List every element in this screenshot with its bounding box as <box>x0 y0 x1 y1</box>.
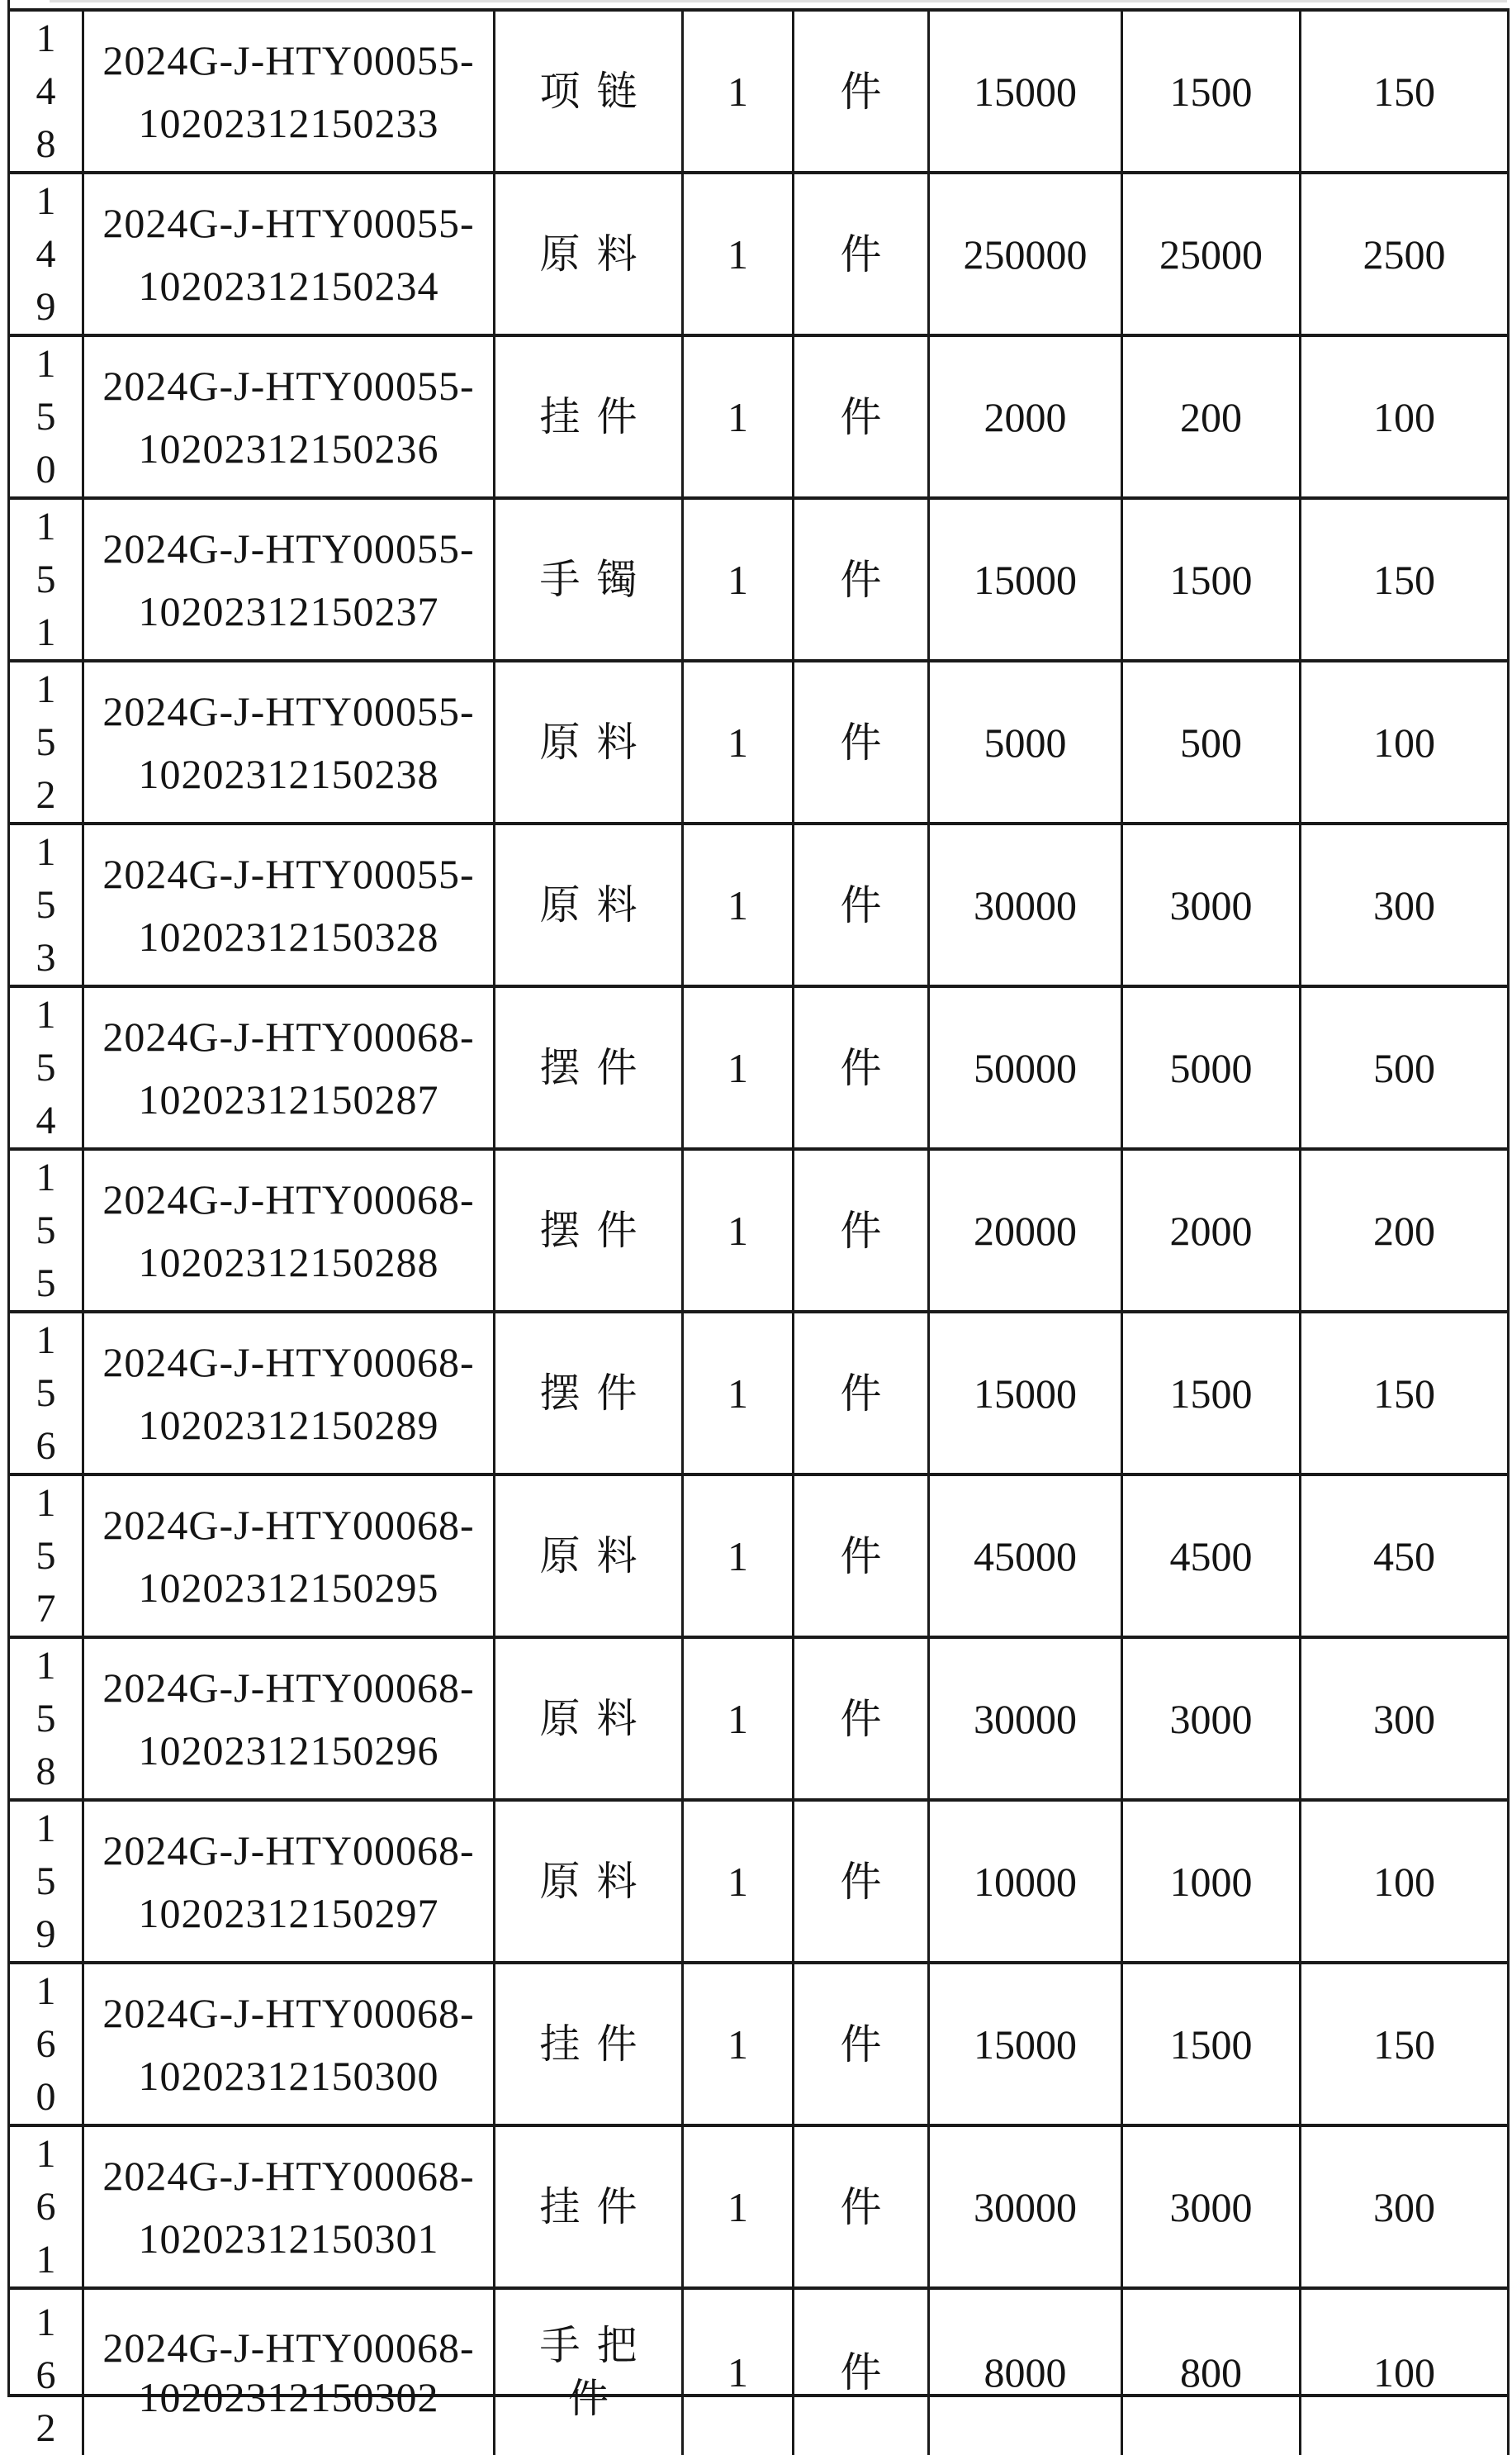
cell-no <box>10 2290 84 2455</box>
cell-quantity: 1 <box>684 1313 794 1473</box>
asset-code-line: 2024G-J-HTY00055- <box>102 362 475 409</box>
cell-quantity: 1 <box>684 1476 794 1636</box>
cell-code <box>84 662 495 822</box>
cell-amount1: 45000 <box>930 1476 1123 1636</box>
table-row <box>10 500 1510 662</box>
cell-category: 项链 <box>495 12 684 171</box>
cell-no <box>10 1151 84 1310</box>
cell-no <box>10 337 84 496</box>
cell-quantity: 1 <box>684 337 794 496</box>
asset-code-line: 10202312150301 <box>138 2215 439 2262</box>
row-number-digit: 1 <box>36 667 56 711</box>
cell-category: 原料 <box>495 1476 684 1636</box>
row-number-digit: 5 <box>36 1533 56 1578</box>
row-number-digit: 5 <box>36 1370 56 1415</box>
cell-category: 挂件 <box>495 1964 684 2124</box>
cell-amount3: 100 <box>1301 662 1510 822</box>
row-number-digit: 1 <box>36 341 56 386</box>
cell-amount3: 300 <box>1301 2127 1510 2286</box>
cell-unit: 件 <box>794 1802 930 1961</box>
row-number-digit: 1 <box>36 1643 56 1688</box>
asset-code-line: 10202312150288 <box>138 1238 439 1285</box>
cell-amount2: 2000 <box>1123 1151 1301 1310</box>
row-number-digit: 1 <box>36 2131 56 2176</box>
cell-quantity: 1 <box>684 1964 794 2124</box>
cell-quantity: 1 <box>684 988 794 1147</box>
asset-code-line: 10202312150300 <box>138 2052 439 2099</box>
asset-code-line: 2024G-J-HTY00055- <box>102 687 475 734</box>
asset-code-line: 2024G-J-HTY00055- <box>102 850 475 897</box>
cell-quantity: 1 <box>684 825 794 985</box>
cell-amount1: 8000 <box>930 2290 1123 2455</box>
asset-code-line: 2024G-J-HTY00068- <box>102 2152 475 2199</box>
cell-unit: 件 <box>794 1313 930 1473</box>
asset-code-line: 10202312150237 <box>138 587 439 634</box>
cell-code <box>84 1802 495 1961</box>
row-number-digit: 2 <box>36 772 56 817</box>
row-number-digit: 5 <box>36 394 56 439</box>
cell-amount1: 15000 <box>930 12 1123 171</box>
cell-code <box>84 825 495 985</box>
row-number-digit: 1 <box>36 1480 56 1525</box>
cell-amount2: 1500 <box>1123 500 1301 659</box>
cell-amount1: 20000 <box>930 1151 1123 1310</box>
row-number-digit: 4 <box>36 1098 56 1142</box>
cell-amount2: 3000 <box>1123 1639 1301 1798</box>
row-number-digit: 5 <box>36 1859 56 1903</box>
row-number-digit: 4 <box>36 69 56 113</box>
asset-code-line: 2024G-J-HTY00055- <box>102 199 475 246</box>
table-row <box>10 1639 1510 1802</box>
row-number-digit: 9 <box>36 284 56 329</box>
row-number-digit: 5 <box>36 1208 56 1252</box>
asset-code-line: 10202312150238 <box>138 750 439 797</box>
row-number-digit: 7 <box>36 1586 56 1631</box>
cell-no <box>10 1802 84 1961</box>
cell-amount1: 30000 <box>930 1639 1123 1798</box>
asset-code-line: 2024G-J-HTY00068- <box>102 1013 475 1060</box>
cell-no <box>10 2127 84 2286</box>
table-row <box>10 988 1510 1151</box>
table-row <box>10 825 1510 988</box>
row-number-digit: 0 <box>36 2074 56 2119</box>
row-number-digit: 4 <box>36 231 56 276</box>
cell-amount3: 100 <box>1301 337 1510 496</box>
row-number-digit: 1 <box>36 178 56 223</box>
cell-category: 摆件 <box>495 988 684 1147</box>
row-number-digit: 5 <box>36 719 56 764</box>
cell-category: 原料 <box>495 662 684 822</box>
cell-quantity: 1 <box>684 12 794 171</box>
asset-code-line: 10202312150302 <box>138 2374 439 2420</box>
row-number-digit: 3 <box>36 935 56 980</box>
cell-amount3: 2500 <box>1301 174 1510 334</box>
cell-amount2: 1500 <box>1123 12 1301 171</box>
row-number-digit: 5 <box>36 882 56 927</box>
cell-quantity: 1 <box>684 174 794 334</box>
row-number-digit: 5 <box>36 557 56 601</box>
cell-amount2: 1000 <box>1123 1802 1301 1961</box>
cell-category: 挂件 <box>495 337 684 496</box>
cell-no <box>10 1313 84 1473</box>
cell-amount1: 15000 <box>930 1313 1123 1473</box>
row-number-digit: 5 <box>36 1261 56 1305</box>
cell-no <box>10 988 84 1147</box>
row-number-digit: 1 <box>36 610 56 654</box>
cell-amount3: 450 <box>1301 1476 1510 1636</box>
row-number-digit: 8 <box>36 1749 56 1793</box>
cell-category: 原料 <box>495 1802 684 1961</box>
asset-code-line: 2024G-J-HTY00068- <box>102 1338 475 1385</box>
row-number-digit: 2 <box>36 2406 56 2450</box>
cell-amount2: 800 <box>1123 2290 1301 2455</box>
cell-unit: 件 <box>794 174 930 334</box>
row-number-digit: 8 <box>36 121 56 166</box>
cell-no <box>10 174 84 334</box>
cell-category: 挂件 <box>495 2127 684 2286</box>
row-number-digit: 1 <box>36 829 56 874</box>
cell-amount1: 10000 <box>930 1802 1123 1961</box>
cell-category: 原料 <box>495 825 684 985</box>
previous-row-edge <box>50 0 1507 2</box>
cell-amount3: 200 <box>1301 1151 1510 1310</box>
cell-code <box>84 1151 495 1310</box>
asset-code-line: 10202312150328 <box>138 913 439 960</box>
cell-code <box>84 1313 495 1473</box>
cell-amount1: 15000 <box>930 500 1123 659</box>
cell-quantity: 1 <box>684 2290 794 2455</box>
cell-amount2: 4500 <box>1123 1476 1301 1636</box>
table-left-border-remnant <box>7 0 10 8</box>
asset-code-line: 10202312150296 <box>138 1726 439 1774</box>
asset-code-line: 2024G-J-HTY00068- <box>102 1664 475 1711</box>
cell-quantity: 1 <box>684 662 794 822</box>
row-number-digit: 0 <box>36 447 56 491</box>
cell-code <box>84 174 495 334</box>
table-row <box>10 662 1510 825</box>
row-number-digit: 6 <box>36 2353 56 2397</box>
table-row <box>10 1151 1510 1313</box>
cell-unit: 件 <box>794 825 930 985</box>
row-number-digit: 1 <box>36 16 56 60</box>
cell-category: 原料 <box>495 1639 684 1798</box>
inventory-table <box>7 8 1510 2450</box>
cell-amount1: 5000 <box>930 662 1123 822</box>
cell-amount3: 100 <box>1301 1802 1510 1961</box>
cell-no <box>10 1964 84 2124</box>
table-row <box>10 174 1510 337</box>
cell-code <box>84 1639 495 1798</box>
table-row <box>10 1313 1510 1476</box>
asset-code-line: 2024G-J-HTY00068- <box>102 1501 475 1548</box>
cell-category: 摆件 <box>495 1151 684 1310</box>
cell-code <box>84 2290 495 2455</box>
cell-amount3: 150 <box>1301 1964 1510 2124</box>
asset-code-line: 10202312150289 <box>138 1401 439 1448</box>
asset-code-line: 10202312150234 <box>138 262 439 309</box>
table-row <box>10 12 1510 174</box>
cell-amount1: 2000 <box>930 337 1123 496</box>
cell-amount3: 150 <box>1301 12 1510 171</box>
row-number-digit: 6 <box>36 2184 56 2229</box>
table-row <box>10 2127 1510 2290</box>
cell-amount2: 25000 <box>1123 174 1301 334</box>
cell-quantity: 1 <box>684 1151 794 1310</box>
cell-amount2: 200 <box>1123 337 1301 496</box>
row-number-digit: 5 <box>36 1696 56 1740</box>
row-number-digit: 1 <box>36 2301 56 2344</box>
cell-no <box>10 662 84 822</box>
row-number-digit: 1 <box>36 1318 56 1362</box>
cell-category: 手把件 <box>495 2290 684 2455</box>
asset-code-line: 10202312150295 <box>138 1564 439 1611</box>
asset-code-line: 2024G-J-HTY00068- <box>102 1826 475 1873</box>
table-row <box>10 1476 1510 1639</box>
cell-amount3: 150 <box>1301 500 1510 659</box>
row-number-digit: 9 <box>36 1911 56 1956</box>
row-number-digit: 1 <box>36 1968 56 2013</box>
cell-code <box>84 1964 495 2124</box>
cell-code <box>84 1476 495 1636</box>
row-number-digit: 1 <box>36 1155 56 1199</box>
cell-amount1: 30000 <box>930 2127 1123 2286</box>
asset-code-line: 2024G-J-HTY00055- <box>102 525 475 572</box>
table-row <box>10 337 1510 500</box>
cell-code <box>84 337 495 496</box>
cell-amount3: 150 <box>1301 1313 1510 1473</box>
cell-code <box>84 12 495 171</box>
cell-amount3: 100 <box>1301 2290 1510 2455</box>
cell-unit: 件 <box>794 12 930 171</box>
cell-amount2: 1500 <box>1123 1964 1301 2124</box>
cell-amount2: 5000 <box>1123 988 1301 1147</box>
cell-unit: 件 <box>794 1476 930 1636</box>
cell-unit: 件 <box>794 1639 930 1798</box>
table-row <box>10 1964 1510 2127</box>
row-number-digit: 1 <box>36 1806 56 1850</box>
asset-code-line: 10202312150287 <box>138 1076 439 1123</box>
cell-amount1: 50000 <box>930 988 1123 1147</box>
asset-code-line: 2024G-J-HTY00068- <box>102 2324 475 2371</box>
row-number-digit: 1 <box>36 504 56 548</box>
cell-amount3: 300 <box>1301 1639 1510 1798</box>
cell-unit: 件 <box>794 2127 930 2286</box>
row-number-digit: 1 <box>36 2237 56 2282</box>
cell-unit: 件 <box>794 2290 930 2455</box>
row-number-digit: 6 <box>36 2021 56 2066</box>
asset-code-line: 2024G-J-HTY00055- <box>102 36 475 83</box>
cell-amount2: 1500 <box>1123 1313 1301 1473</box>
asset-code-line: 10202312150297 <box>138 1889 439 1936</box>
cell-no <box>10 12 84 171</box>
cell-amount1: 15000 <box>930 1964 1123 2124</box>
table-row <box>10 1802 1510 1964</box>
cell-unit: 件 <box>794 1151 930 1310</box>
cell-unit: 件 <box>794 500 930 659</box>
cell-unit: 件 <box>794 337 930 496</box>
cell-code <box>84 988 495 1147</box>
cell-amount1: 30000 <box>930 825 1123 985</box>
cell-no <box>10 1639 84 1798</box>
row-number-digit: 6 <box>36 1423 56 1468</box>
cell-unit: 件 <box>794 662 930 822</box>
cell-amount3: 500 <box>1301 988 1510 1147</box>
cell-amount1: 250000 <box>930 174 1123 334</box>
cell-unit: 件 <box>794 988 930 1147</box>
cell-no <box>10 500 84 659</box>
cell-amount2: 500 <box>1123 662 1301 822</box>
cell-amount3: 300 <box>1301 825 1510 985</box>
cell-category: 手镯 <box>495 500 684 659</box>
cell-code <box>84 500 495 659</box>
row-number-digit: 1 <box>36 992 56 1037</box>
asset-code-line: 2024G-J-HTY00068- <box>102 1175 475 1223</box>
cell-amount2: 3000 <box>1123 825 1301 985</box>
cell-category: 原料 <box>495 174 684 334</box>
cell-amount2: 3000 <box>1123 2127 1301 2286</box>
cell-quantity: 1 <box>684 1639 794 1798</box>
cell-quantity: 1 <box>684 1802 794 1961</box>
cell-no <box>10 825 84 985</box>
cell-unit: 件 <box>794 1964 930 2124</box>
asset-code-line: 10202312150236 <box>138 425 439 472</box>
cell-quantity: 1 <box>684 500 794 659</box>
row-number-digit: 5 <box>36 1045 56 1090</box>
asset-code-line: 2024G-J-HTY00068- <box>102 1989 475 2036</box>
cell-category: 摆件 <box>495 1313 684 1473</box>
asset-code-line: 10202312150233 <box>138 99 439 146</box>
cell-quantity: 1 <box>684 2127 794 2286</box>
cell-no <box>10 1476 84 1636</box>
cell-code <box>84 2127 495 2286</box>
table-row <box>10 2290 1510 2450</box>
